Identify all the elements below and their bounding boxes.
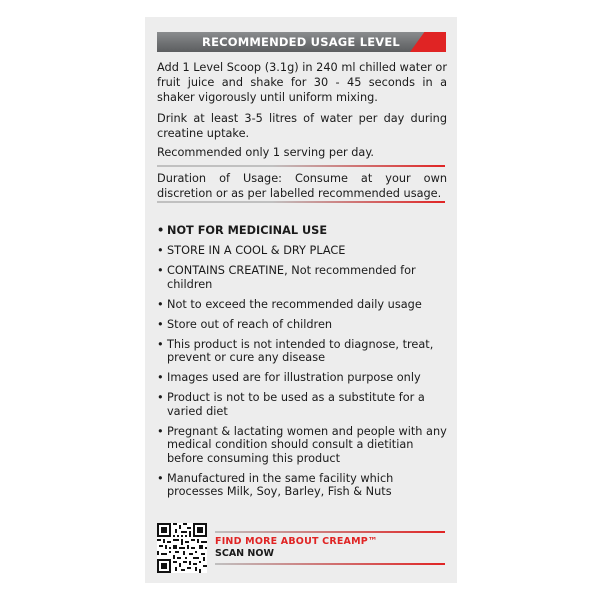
- list-item: • Product is not to be used as a substitute for a varied diet: [157, 391, 425, 418]
- bullet: •: [157, 317, 164, 331]
- section-header: [157, 32, 445, 52]
- bullet: •: [157, 337, 164, 351]
- bullet: •: [157, 224, 165, 237]
- bullet: •: [157, 297, 164, 311]
- qr-code-icon[interactable]: [157, 523, 207, 573]
- section-title: RECOMMENDED USAGE LEVEL: [202, 35, 400, 49]
- list-item: • Manufactured in the same facility which processes Milk, Soy, Barley, Fish & Nuts: [157, 471, 394, 498]
- bullet: •: [157, 244, 164, 257]
- bullet: •: [157, 424, 164, 438]
- warnings-list: [157, 224, 447, 505]
- list-item: • Store out of reach of children: [157, 317, 333, 331]
- divider: [215, 531, 445, 533]
- duration-note: Duration of Usage: Consume at your own discretion or as per labelled recommended usage.: [157, 172, 447, 200]
- list-item: • Images used are for illustration purpose only: [157, 371, 421, 384]
- serving-note: Recommended only 1 serving per day.: [157, 146, 375, 159]
- list-item: • NOT FOR MEDICINAL USE: [157, 224, 328, 237]
- list-item: • Pregnant & lactating women and people with any medical condition should consult a dietitian before consuming this product: [157, 424, 447, 465]
- list-item: • STORE IN A COOL & DRY PLACE: [157, 244, 346, 257]
- list-item: • Not to exceed the recommended daily usage: [157, 297, 422, 311]
- list-item: • CONTAINS CREATINE, Not recommended for children: [157, 264, 416, 291]
- label-panel: [145, 17, 457, 583]
- bullet: •: [157, 264, 164, 277]
- find-more-link[interactable]: FIND MORE ABOUT CREAMP™: [215, 536, 378, 547]
- bullet: •: [157, 471, 164, 485]
- usage-instructions: Add 1 Level Scoop (3.1g) in 240 ml chilled water or fruit juice and shake for 30 - 45 seconds in a shaker vigorously until uniform mixing.: [157, 61, 447, 104]
- bullet: •: [157, 391, 164, 404]
- scan-now-label: SCAN NOW: [215, 548, 274, 559]
- bullet: •: [157, 371, 164, 384]
- list-item: • This product is not intended to diagnose, treat, prevent or cure any disease: [157, 337, 434, 364]
- hydration-note: Drink at least 3-5 litres of water per day during creatine uptake.: [157, 112, 447, 140]
- divider: [157, 201, 445, 203]
- divider: [215, 563, 445, 565]
- divider: [157, 165, 445, 167]
